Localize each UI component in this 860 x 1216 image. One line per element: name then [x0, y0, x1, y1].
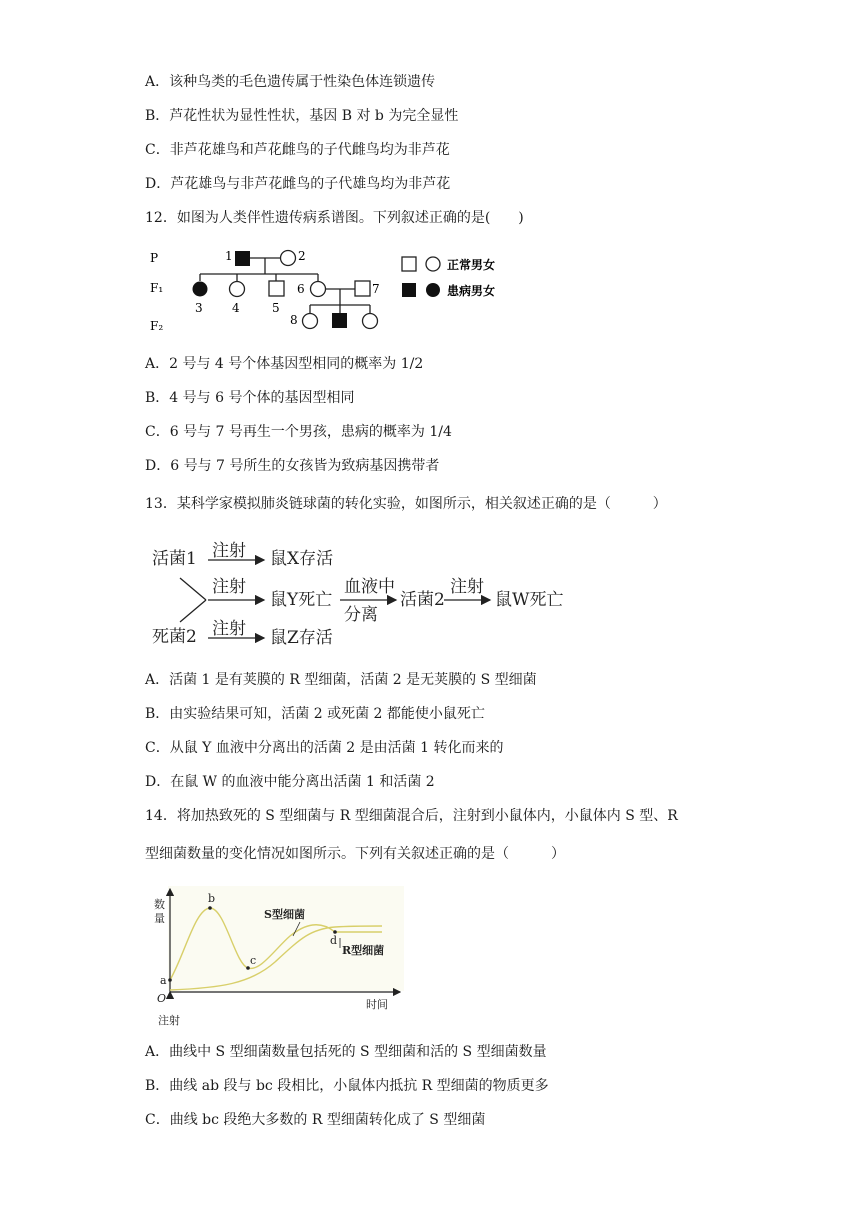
mouse-y-die: 鼠Y死亡	[270, 590, 333, 610]
pedigree-number-8: 8	[290, 313, 298, 327]
inject-label: 注射	[158, 1014, 180, 1027]
pedigree-number-4: 4	[232, 301, 240, 315]
pedigree-number-3: 3	[195, 301, 203, 315]
pedigree-number-7: 7	[372, 282, 380, 296]
q14-option-b: B．曲线 ab 段与 bc 段相比，小鼠体内抵抗 R 型细菌的物质更多	[145, 1078, 549, 1094]
legend-normal-female-icon	[426, 257, 440, 271]
q12-option-a: A．2 号与 4 号个体基因型相同的概率为 1/2	[145, 356, 424, 372]
pedigree-number-5: 5	[272, 301, 280, 315]
q14-stem-line2: 型细菌数量的变化情况如图所示。下列有关叙述正确的是（ ）	[145, 846, 565, 862]
separate-from-blood-label-2: 分离	[344, 605, 378, 625]
mouse-w-die: 鼠W死亡	[495, 590, 564, 610]
q14-option-a: A．曲线中 S 型细菌数量包括死的 S 型细菌和活的 S 型细菌数量	[145, 1044, 547, 1060]
point-c-label: c	[250, 954, 257, 967]
legend-affected-label: 患病男女	[447, 284, 496, 298]
separate-from-blood-label-1: 血液中	[344, 577, 395, 597]
q13-option-a: A．活菌 1 是有荚膜的 R 型细菌，活菌 2 是无荚膜的 S 型细菌	[145, 672, 537, 688]
q13-stem: 13．某科学家模拟肺炎链球菌的转化实验，如图所示，相关叙述正确的是（ ）	[145, 496, 667, 512]
mouse-z-survive: 鼠Z存活	[270, 628, 333, 648]
pedigree-individual-4	[230, 282, 245, 297]
live-bacteria-1: 活菌1	[152, 549, 197, 569]
pedigree-individual-8	[303, 314, 318, 329]
q12-option-d: D．6 号与 7 号所生的女孩皆为致病基因携带者	[145, 458, 440, 474]
gen-label-p: P	[150, 251, 159, 265]
origin-label: O	[157, 992, 167, 1005]
point-a-label: a	[160, 974, 167, 987]
pedigree-number-6: 6	[297, 282, 305, 296]
pedigree-individual-7	[355, 281, 370, 296]
pedigree-individual-1	[235, 251, 250, 266]
q11-option-a: A．该种鸟类的毛色遗传属于性染色体连锁遗传	[145, 74, 436, 90]
pedigree-chart	[140, 238, 540, 338]
q11-option-d: D．芦花雄鸟与非芦花雌鸟的子代雄鸟均为非芦花	[145, 176, 451, 192]
transformation-experiment-diagram	[150, 538, 580, 653]
inject-label-w: 注射	[450, 577, 484, 597]
q13-option-c: C．从鼠 Y 血液中分离出的活菌 2 是由活菌 1 转化而来的	[145, 740, 504, 756]
live-bacteria-2: 活菌2	[400, 590, 445, 610]
pedigree-individual-daughter	[363, 314, 378, 329]
pedigree-number-1: 1	[225, 249, 233, 263]
legend-affected-male-icon	[402, 283, 416, 297]
point-b-label: b	[208, 892, 216, 905]
inject-label-x: 注射	[212, 541, 246, 561]
q14-stem-line1: 14．将加热致死的 S 型细菌与 R 型细菌混合后，注射到小鼠体内，小鼠体内 S 型、R	[145, 808, 678, 824]
legend-affected-female-icon	[426, 283, 440, 297]
q13-option-b: B．由实验结果可知，活菌 2 或死菌 2 都能使小鼠死亡	[145, 706, 485, 722]
inject-label-y: 注射	[212, 577, 246, 597]
gen-label-f1: F₁	[150, 281, 164, 295]
y-axis-label-2: 量	[154, 912, 165, 925]
point-d-label: d	[330, 934, 338, 947]
pedigree-individual-3	[193, 282, 208, 297]
pedigree-number-2: 2	[298, 249, 306, 263]
bacteria-count-graph	[150, 884, 410, 1029]
pedigree-individual-affected-son	[332, 313, 347, 328]
pedigree-individual-6	[311, 282, 326, 297]
point-a	[168, 978, 172, 982]
q14-option-c: C．曲线 bc 段绝大多数的 R 型细菌转化成了 S 型细菌	[145, 1112, 486, 1128]
r-bacteria-label: R型细菌	[342, 944, 385, 957]
pedigree-individual-2	[281, 251, 296, 266]
q12-stem: 12．如图为人类伴性遗传病系谱图。下列叙述正确的是( )	[145, 210, 524, 226]
gen-label-f2: F₂	[150, 319, 164, 333]
x-axis-label: 时间	[366, 998, 388, 1011]
legend-normal-label: 正常男女	[447, 258, 496, 272]
pedigree-individual-5	[269, 281, 284, 296]
dead-bacteria-2: 死菌2	[152, 627, 197, 647]
q11-option-c: C．非芦花雄鸟和芦花雌鸟的子代雌鸟均为非芦花	[145, 142, 450, 158]
mouse-x-survive: 鼠X存活	[270, 549, 334, 569]
graph-background	[168, 886, 404, 991]
y-axis-label-1: 数	[154, 898, 165, 911]
legend-normal-male-icon	[402, 257, 416, 271]
q11-option-b: B．芦花性状为显性性状，基因 B 对 b 为完全显性	[145, 108, 459, 124]
point-b	[208, 906, 212, 910]
q12-option-b: B．4 号与 6 号个体的基因型相同	[145, 390, 355, 406]
inject-label-z: 注射	[212, 619, 246, 639]
q13-option-d: D．在鼠 W 的血液中能分离出活菌 1 和活菌 2	[145, 774, 435, 790]
s-bacteria-label: S型细菌	[264, 908, 305, 921]
q12-option-c: C．6 号与 7 号再生一个男孩，患病的概率为 1/4	[145, 424, 452, 440]
